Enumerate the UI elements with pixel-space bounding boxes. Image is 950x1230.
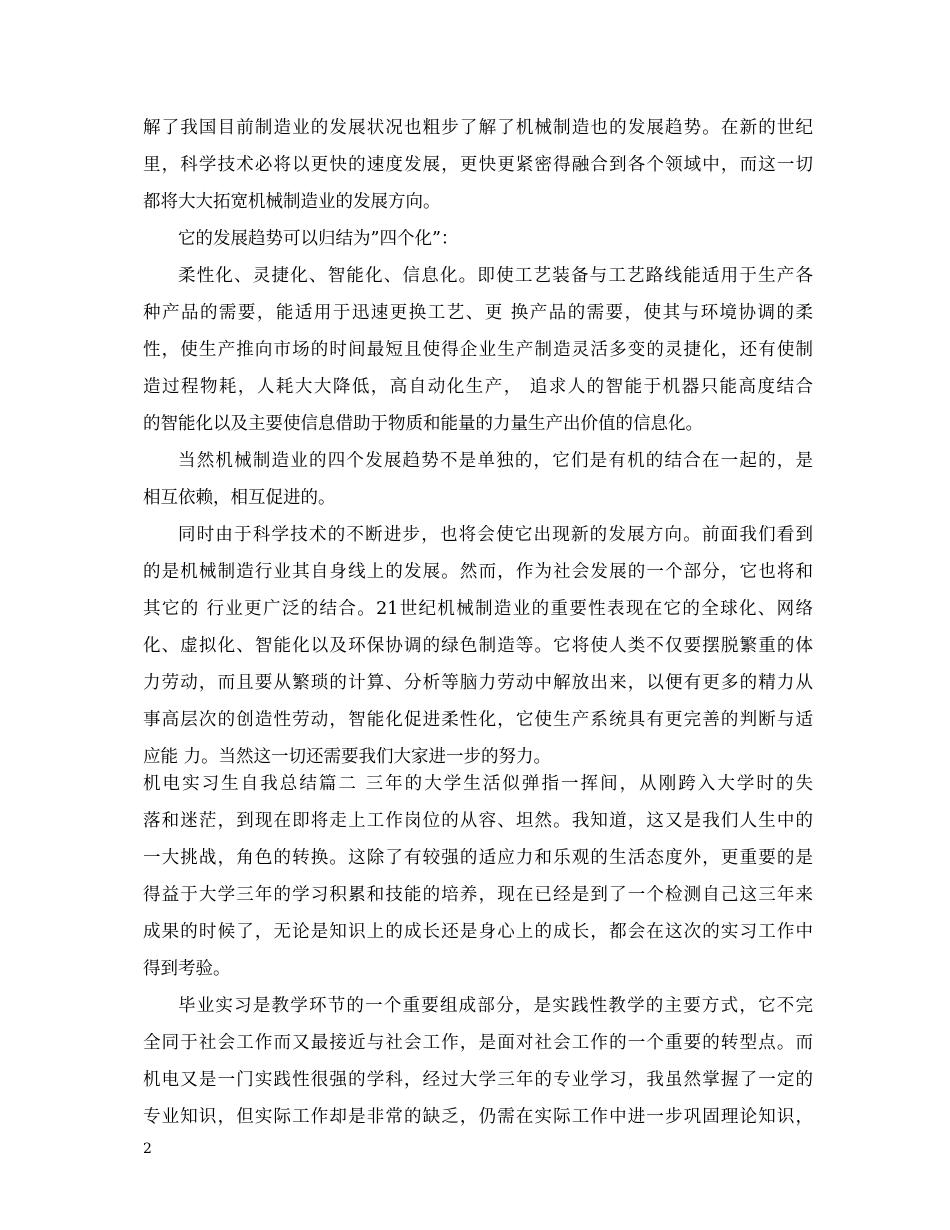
text-line: 毕业实习是教学环节的一个重要组成部分，是实践性教学的主要方式，它不完 [178, 996, 813, 1016]
text-line: 应能 力。当然这一切还需要我们大家进一步的努力。 [143, 747, 552, 767]
text-line: 种产品的需要，能适用于迅速更换工艺、更 换产品的需要，使其与环境协调的柔 [143, 303, 813, 323]
text-line: 相互依赖，相互促进的。 [143, 488, 336, 508]
text-line: 得到考验。 [143, 959, 231, 979]
text-line: 事高层次的创造性劳动，智能化促进柔性化，它使生产系统具有更完善的判断与适 [143, 710, 813, 730]
text-line: 全同于社会工作而又最接近与社会工作，是面对社会工作的一个重要的转型点。而 [143, 1033, 813, 1053]
text-line: 性，使生产推向市场的时间最短且使得企业生产制造灵活多变的灵捷化，还有使制 [143, 340, 813, 360]
text-line: 机电实习生自我总结篇二 三年的大学生活似弹指一挥间，从刚跨入大学时的失 [143, 774, 813, 794]
text-line: 它的发展趋势可以归结为”四个化”： [178, 229, 459, 249]
text-line: 专业知识，但实际工作却是非常的缺乏，仍需在实际工作中进一步巩固理论知识， [143, 1107, 813, 1127]
text-line: 里，科学技术必将以更快的速度发展，更快更紧密得融合到各个领域中，而这一切 [143, 155, 813, 175]
text-line: 力劳动，而且要从繁琐的计算、分析等脑力劳动中解放出来，以便有更多的精力从 [143, 673, 813, 693]
text-line: 成果的时候了，无论是知识上的成长还是身心上的成长，都会在这次的实习工作中 [143, 922, 813, 942]
text-line: 的是机械制造行业其自身线上的发展。然而，作为社会发展的一个部分，它也将和 [143, 562, 813, 582]
text-line: 的智能化以及主要使信息借助于物质和能量的力量生产出价值的信息化。 [143, 414, 703, 434]
text-line: 其它的 行业更广泛的结合。21世纪机械制造业的重要性表现在它的全球化、网络 [143, 599, 813, 619]
text-line: 落和迷茫，到现在即将走上工作岗位的从容、坦然。我知道，这又是我们人生中的 [143, 811, 813, 831]
text-line: 化、虚拟化、智能化以及环保协调的绿色制造等。它将使人类不仅要摆脱繁重的体 [143, 636, 813, 656]
text-line: 解了我国目前制造业的发展状况也粗步了解了机械制造也的发展趋势。在新的世纪 [143, 118, 813, 138]
text-line: 机电又是一门实践性很强的学科，经过大学三年的专业学习，我虽然掌握了一定的 [143, 1070, 813, 1090]
text-line: 柔性化、灵捷化、智能化、信息化。即使工艺装备与工艺路线能适用于生产各 [178, 266, 813, 286]
page-number: 2 [143, 1141, 152, 1157]
text-line: 造过程物耗，人耗大大降低，高自动化生产， 追求人的智能于机器只能高度结合 [143, 377, 813, 397]
text-line: 当然机械制造业的四个发展趋势不是单独的，它们是有机的结合在一起的，是 [178, 451, 813, 471]
text-line: 得益于大学三年的学习积累和技能的培养，现在已经是到了一个检测自己这三年来 [143, 885, 813, 905]
text-line: 都将大大拓宽机械制造业的发展方向。 [143, 192, 441, 212]
text-line: 同时由于科学技术的不断进步，也将会使它出现新的发展方向。前面我们看到 [178, 525, 813, 545]
text-line: 一大挑战，角色的转换。这除了有较强的适应力和乐观的生活态度外，更重要的是 [143, 848, 813, 868]
